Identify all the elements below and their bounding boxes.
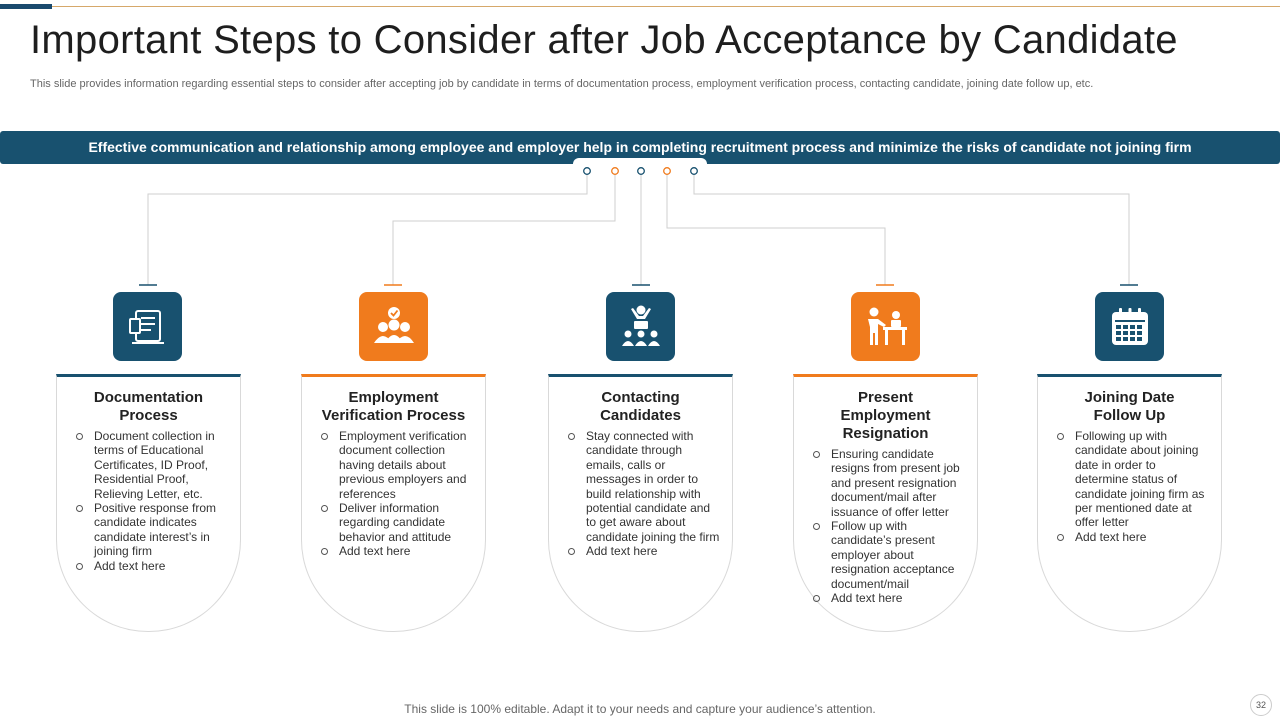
step-title: Present Employment Resignation <box>840 389 931 442</box>
list-item: Stay connected with candidate through emails, calls or messages in order to build relationship with potential candidate and to get aware about candidate joining the firm <box>586 429 722 544</box>
list-item: Following up with candidate about joining date in order to determine status of candidate joining firm as per mentioned date at offer letter <box>1075 429 1211 530</box>
list-item: Document collection in terms of Educational Certificates, ID Proof, Residential Proof, Relieving Letter, etc. <box>94 429 230 501</box>
step-title: Contacting Candidates <box>600 389 681 424</box>
team-check-icon <box>370 305 418 349</box>
connector-dot-5 <box>691 168 698 175</box>
documents-icon <box>126 305 170 349</box>
list-item: Deliver information regarding candidate behavior and attitude <box>339 501 475 544</box>
page-number: 32 <box>1250 694 1272 716</box>
key-message-banner: Effective communication and relationship among employee and employer help in completing recruitment process and minimize the risks of candidate not joining firm <box>0 131 1280 164</box>
step-bullets <box>302 429 485 559</box>
resignation-desk-icon <box>863 305 909 349</box>
list-item: Add text here <box>94 559 230 573</box>
list-item: Add text here <box>831 591 967 605</box>
step-bullets <box>794 447 977 605</box>
list-item: Positive response from candidate indicates candidate interest’s in joining firm <box>94 501 230 559</box>
verification-icon-box <box>359 292 428 361</box>
connector-line-1 <box>148 174 587 285</box>
list-item: Employment verification document collection having details about previous employers and references <box>339 429 475 501</box>
step-title: Employment Verification Process <box>321 389 466 424</box>
page-subtitle: This slide provides information regarding essential steps to consider after accepting job by candidate in terms of documentation process, employment verification process, contacting candidate, joining date follow up, etc. <box>30 78 1094 90</box>
connector-line-5 <box>694 174 1129 285</box>
step-title: Joining Date Follow Up <box>1084 389 1175 424</box>
step-bullets <box>57 429 240 573</box>
step-bullets <box>549 429 732 559</box>
connector-line-2 <box>393 174 615 285</box>
calendar-icon <box>1108 305 1152 349</box>
list-item: Add text here <box>339 544 475 558</box>
step-bullets <box>1038 429 1221 544</box>
page-title: Important Steps to Consider after Job Acceptance by Candidate <box>30 18 1178 62</box>
connector-dot-3 <box>638 168 645 175</box>
contacting-icon-box <box>606 292 675 361</box>
connector-dot-1 <box>584 168 591 175</box>
step-card-employment-verification <box>301 374 486 632</box>
footer-note: This slide is 100% editable. Adapt it to your needs and capture your audience’s attention. <box>404 702 876 716</box>
resignation-icon-box <box>851 292 920 361</box>
documentation-icon-box <box>113 292 182 361</box>
step-card-documentation <box>56 374 241 632</box>
list-item: Ensuring candidate resigns from present job and present resignation document/mail after issuance of offer letter <box>831 447 967 519</box>
list-item: Add text here <box>586 544 722 558</box>
step-card-joining-date-follow-up <box>1037 374 1222 632</box>
speaker-audience-icon <box>619 304 663 350</box>
connector-line-4 <box>667 174 885 285</box>
step-card-present-employment-resignation <box>793 374 978 632</box>
list-item: Add text here <box>1075 530 1211 544</box>
connector-dot-4 <box>664 168 671 175</box>
connector-dot-2 <box>612 168 619 175</box>
step-title: Documentation Process <box>93 389 204 424</box>
list-item: Follow up with candidate’s present employer about resignation acceptance document/mail <box>831 519 967 591</box>
step-card-contacting-candidates <box>548 374 733 632</box>
joining-date-icon-box <box>1095 292 1164 361</box>
